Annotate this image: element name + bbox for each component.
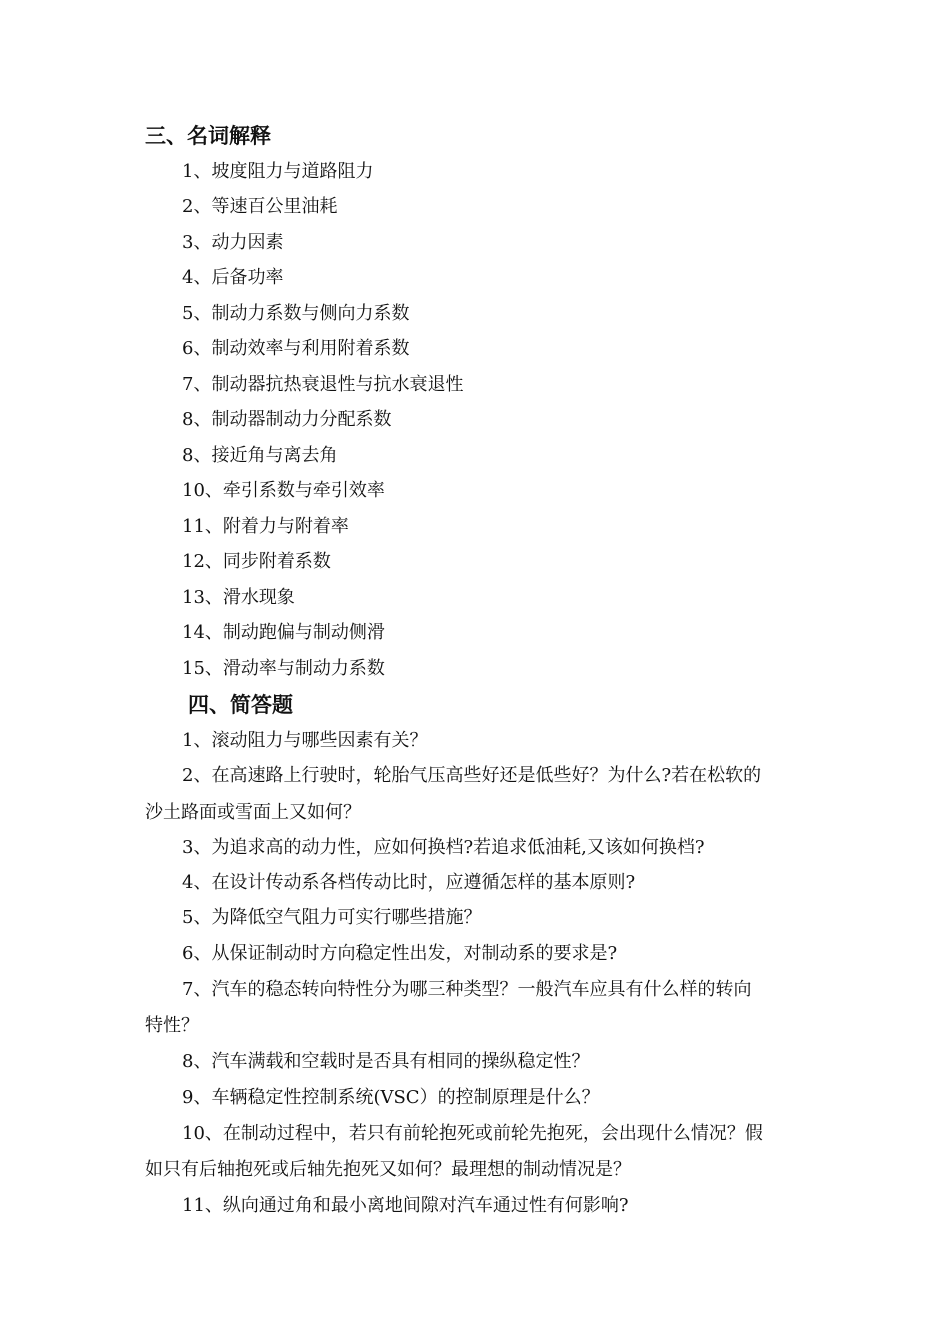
question-item: 4、在设计传动系各档传动比时，应遵循怎样的基本原则? (182, 872, 636, 893)
question-item: 11、纵向通过角和最小离地间隙对汽车通过性有何影响? (182, 1195, 629, 1216)
term-item: 3、动力因素 (182, 232, 284, 253)
section-heading-terms: 三、名词解释 (145, 124, 271, 148)
question-continuation: 特性？ (145, 1015, 199, 1036)
term-item: 12、同步附着系数 (182, 551, 331, 572)
question-continuation: 沙土路面或雪面上又如何？ (145, 802, 361, 823)
term-item: 15、滑动率与制动力系数 (182, 658, 385, 679)
term-item: 4、后备功率 (182, 267, 284, 288)
question-item: 5、为降低空气阻力可实行哪些措施？ (182, 907, 482, 928)
term-item: 6、制动效率与利用附着系数 (182, 338, 410, 359)
question-item: 10、在制动过程中，若只有前轮抱死或前轮先抱死，会出现什么情况？假 (182, 1123, 763, 1144)
term-item: 14、制动跑偏与制动侧滑 (182, 622, 385, 643)
term-item: 13、滑水现象 (182, 587, 295, 608)
term-item: 1、坡度阻力与道路阻力 (182, 161, 374, 182)
term-item: 7、制动器抗热衰退性与抗水衰退性 (182, 374, 464, 395)
term-item: 8、接近角与离去角 (182, 445, 338, 466)
section-heading-questions: 四、简答题 (188, 693, 293, 717)
question-item: 2、在高速路上行驶时，轮胎气压高些好还是低些好？为什么?若在松软的 (182, 765, 762, 786)
question-item: 9、车辆稳定性控制系统(VSC）的控制原理是什么？ (182, 1087, 600, 1108)
term-item: 2、等速百公里油耗 (182, 196, 338, 217)
term-item: 8、制动器制动力分配系数 (182, 409, 392, 430)
question-item: 7、汽车的稳态转向特性分为哪三种类型？一般汽车应具有什么样的转向 (182, 979, 752, 1000)
question-item: 1、滚动阻力与哪些因素有关？ (182, 730, 428, 751)
question-item: 3、为追求高的动力性，应如何换档?若追求低油耗,又该如何换档? (182, 837, 705, 858)
question-item: 8、汽车满载和空载时是否具有相同的操纵稳定性？ (182, 1051, 590, 1072)
term-item: 5、制动力系数与侧向力系数 (182, 303, 410, 324)
question-continuation: 如只有后轴抱死或后轴先抱死又如何？最理想的制动情况是？ (145, 1159, 631, 1180)
question-item: 6、从保证制动时方向稳定性出发，对制动系的要求是? (182, 943, 618, 964)
term-item: 11、附着力与附着率 (182, 516, 349, 537)
term-item: 10、牵引系数与牵引效率 (182, 480, 385, 501)
